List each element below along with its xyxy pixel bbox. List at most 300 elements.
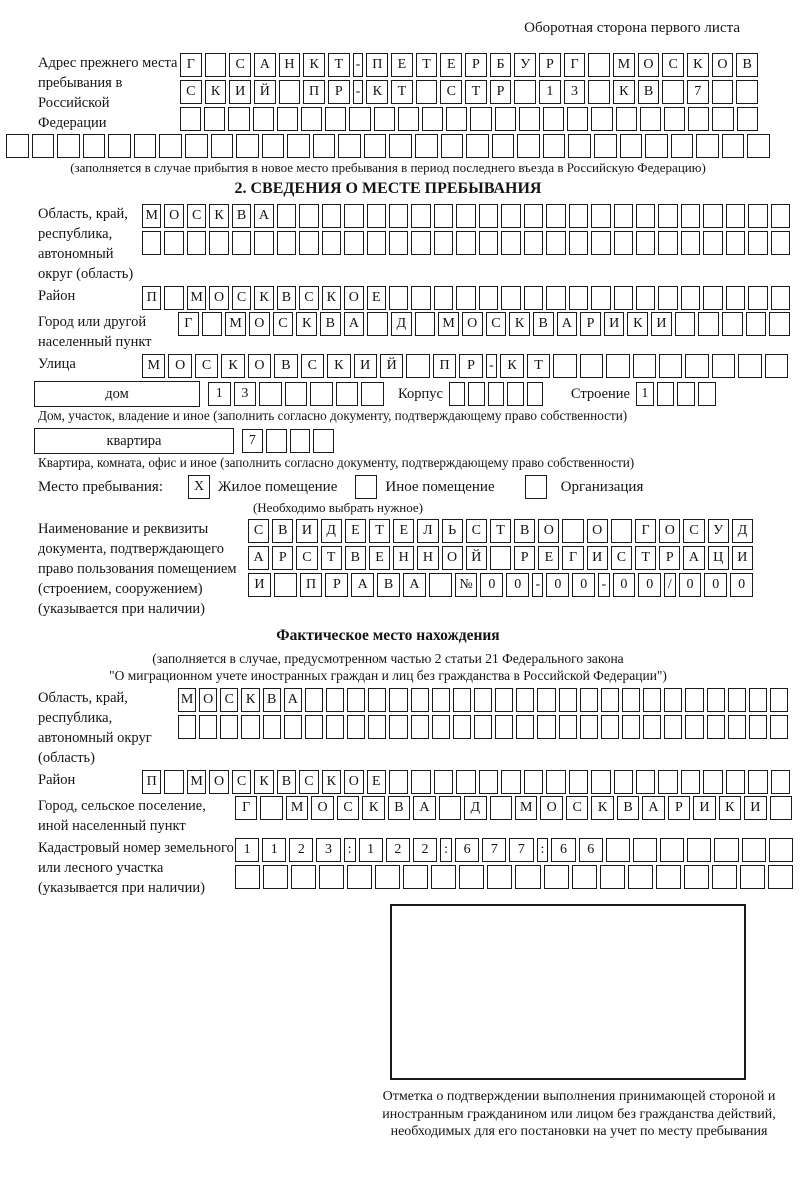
char-cell[interactable] <box>180 107 201 131</box>
char-cell[interactable] <box>367 312 388 336</box>
char-cell[interactable] <box>368 688 386 712</box>
char-cell[interactable]: О <box>164 204 183 228</box>
char-cell[interactable]: П <box>300 573 323 597</box>
char-cell[interactable] <box>470 107 491 131</box>
char-cell[interactable]: Р <box>490 80 512 104</box>
char-cell[interactable] <box>703 770 722 794</box>
char-cell[interactable] <box>559 688 577 712</box>
char-cell[interactable] <box>698 312 719 336</box>
char-cell[interactable]: М <box>187 286 206 310</box>
char-cell[interactable]: М <box>142 204 161 228</box>
char-cell[interactable] <box>726 204 745 228</box>
char-cell[interactable] <box>439 796 461 820</box>
char-cell[interactable] <box>108 134 131 158</box>
char-cell[interactable] <box>299 231 318 255</box>
char-cell[interactable]: О <box>199 688 217 712</box>
char-cell[interactable]: М <box>613 53 635 77</box>
char-cell[interactable] <box>389 286 408 310</box>
char-cell[interactable] <box>580 715 598 739</box>
char-cell[interactable] <box>434 286 453 310</box>
char-cell[interactable]: К <box>205 80 227 104</box>
char-cell[interactable] <box>698 382 716 406</box>
char-cell[interactable]: С <box>229 53 251 77</box>
char-cell[interactable]: Ь <box>442 519 463 543</box>
char-cell[interactable] <box>664 107 685 131</box>
char-cell[interactable] <box>326 715 344 739</box>
char-cell[interactable] <box>703 231 722 255</box>
char-cell[interactable] <box>572 865 597 889</box>
char-cell[interactable]: О <box>209 770 228 794</box>
char-cell[interactable] <box>411 715 429 739</box>
char-cell[interactable] <box>211 134 234 158</box>
char-cell[interactable] <box>389 231 408 255</box>
char-cell[interactable]: К <box>209 204 228 228</box>
char-cell[interactable] <box>389 715 407 739</box>
char-cell[interactable]: С <box>299 770 318 794</box>
char-cell[interactable]: К <box>322 770 341 794</box>
char-cell[interactable] <box>262 134 285 158</box>
char-cell[interactable]: Г <box>564 53 586 77</box>
char-cell[interactable] <box>279 80 301 104</box>
char-cell[interactable]: Д <box>464 796 486 820</box>
char-cell[interactable] <box>517 134 540 158</box>
char-cell[interactable]: У <box>708 519 729 543</box>
char-cell[interactable] <box>664 688 682 712</box>
char-cell[interactable] <box>681 204 700 228</box>
char-cell[interactable]: К <box>500 354 523 378</box>
char-cell[interactable]: Т <box>416 53 438 77</box>
char-cell[interactable] <box>768 865 793 889</box>
char-cell[interactable] <box>588 53 610 77</box>
char-cell[interactable] <box>770 688 788 712</box>
char-cell[interactable]: Р <box>459 354 482 378</box>
char-cell[interactable]: Е <box>440 53 462 77</box>
char-cell[interactable] <box>361 382 384 406</box>
char-cell[interactable]: В <box>377 573 400 597</box>
char-cell[interactable]: 3 <box>564 80 586 104</box>
char-cell[interactable] <box>685 715 703 739</box>
char-cell[interactable]: Е <box>369 546 390 570</box>
char-cell[interactable]: Е <box>538 546 559 570</box>
char-cell[interactable] <box>199 715 217 739</box>
char-cell[interactable]: Н <box>279 53 301 77</box>
char-cell[interactable]: Г <box>178 312 199 336</box>
char-cell[interactable] <box>567 107 588 131</box>
char-cell[interactable]: С <box>180 80 202 104</box>
char-cell[interactable]: В <box>617 796 639 820</box>
char-cell[interactable] <box>622 715 640 739</box>
char-cell[interactable] <box>568 134 591 158</box>
char-cell[interactable]: А <box>683 546 704 570</box>
char-cell[interactable] <box>685 354 708 378</box>
char-cell[interactable]: А <box>351 573 374 597</box>
char-cell[interactable] <box>537 688 555 712</box>
char-cell[interactable] <box>501 204 520 228</box>
char-cell[interactable]: К <box>254 770 273 794</box>
char-cell[interactable]: С <box>611 546 632 570</box>
char-cell[interactable]: О <box>311 796 333 820</box>
char-cell[interactable] <box>434 231 453 255</box>
char-cell[interactable]: О <box>168 354 191 378</box>
char-cell[interactable]: П <box>303 80 325 104</box>
char-cell[interactable]: - <box>486 354 498 378</box>
char-cell[interactable] <box>524 286 543 310</box>
char-cell[interactable]: Т <box>635 546 656 570</box>
char-cell[interactable]: 0 <box>704 573 727 597</box>
char-cell[interactable] <box>514 80 536 104</box>
char-cell[interactable] <box>164 231 183 255</box>
char-cell[interactable] <box>696 134 719 158</box>
char-cell[interactable] <box>712 80 734 104</box>
char-cell[interactable] <box>614 204 633 228</box>
char-cell[interactable]: С <box>683 519 704 543</box>
char-cell[interactable]: Р <box>668 796 690 820</box>
char-cell[interactable] <box>319 865 344 889</box>
char-cell[interactable] <box>591 286 610 310</box>
char-cell[interactable] <box>738 354 761 378</box>
char-cell[interactable]: В <box>232 204 251 228</box>
char-cell[interactable]: - <box>598 573 609 597</box>
char-cell[interactable]: В <box>277 286 296 310</box>
char-cell[interactable] <box>688 107 709 131</box>
char-cell[interactable] <box>769 838 793 862</box>
char-cell[interactable]: И <box>587 546 608 570</box>
char-cell[interactable]: Р <box>659 546 680 570</box>
char-cell[interactable]: И <box>744 796 766 820</box>
char-cell[interactable]: 7 <box>687 80 709 104</box>
char-cell[interactable]: И <box>248 573 271 597</box>
char-cell[interactable]: К <box>254 286 273 310</box>
char-cell[interactable] <box>660 838 684 862</box>
char-cell[interactable] <box>722 312 743 336</box>
char-cell[interactable] <box>205 53 227 77</box>
char-cell[interactable] <box>466 134 489 158</box>
char-cell[interactable]: Т <box>527 354 550 378</box>
char-cell[interactable]: К <box>327 354 350 378</box>
char-cell[interactable]: С <box>296 546 317 570</box>
char-cell[interactable] <box>524 770 543 794</box>
char-cell[interactable] <box>322 204 341 228</box>
char-cell[interactable]: Н <box>417 546 438 570</box>
char-cell[interactable]: О <box>587 519 608 543</box>
char-cell[interactable] <box>453 715 471 739</box>
char-cell[interactable] <box>662 80 684 104</box>
char-cell[interactable]: М <box>225 312 246 336</box>
char-cell[interactable]: Е <box>367 286 386 310</box>
char-cell[interactable] <box>495 715 513 739</box>
char-cell[interactable] <box>611 519 632 543</box>
char-cell[interactable]: Г <box>235 796 257 820</box>
char-cell[interactable]: Т <box>321 546 342 570</box>
char-cell[interactable]: В <box>274 354 297 378</box>
char-cell[interactable]: С <box>187 204 206 228</box>
char-cell[interactable] <box>495 107 516 131</box>
char-cell[interactable]: Н <box>393 546 414 570</box>
char-cell[interactable] <box>459 865 484 889</box>
char-cell[interactable] <box>601 688 619 712</box>
char-cell[interactable]: 6 <box>579 838 603 862</box>
char-cell[interactable] <box>616 107 637 131</box>
char-cell[interactable] <box>178 715 196 739</box>
char-cell[interactable] <box>707 715 725 739</box>
char-cell[interactable]: С <box>299 286 318 310</box>
char-cell[interactable] <box>591 204 610 228</box>
char-cell[interactable] <box>228 107 249 131</box>
char-cell[interactable] <box>449 382 465 406</box>
char-cell[interactable] <box>490 546 511 570</box>
char-cell[interactable] <box>643 715 661 739</box>
char-cell[interactable] <box>636 231 655 255</box>
char-cell[interactable]: С <box>337 796 359 820</box>
char-cell[interactable] <box>658 770 677 794</box>
char-cell[interactable] <box>569 204 588 228</box>
char-cell[interactable] <box>712 107 733 131</box>
char-cell[interactable] <box>740 865 765 889</box>
char-cell[interactable]: И <box>604 312 625 336</box>
char-cell[interactable] <box>468 382 484 406</box>
char-cell[interactable] <box>411 204 430 228</box>
char-cell[interactable] <box>347 865 372 889</box>
char-cell[interactable]: : <box>344 838 356 862</box>
char-cell[interactable] <box>374 107 395 131</box>
char-cell[interactable] <box>656 865 681 889</box>
char-cell[interactable] <box>389 204 408 228</box>
char-cell[interactable] <box>347 688 365 712</box>
char-cell[interactable]: Д <box>391 312 412 336</box>
char-cell[interactable]: В <box>514 519 535 543</box>
char-cell[interactable]: Т <box>369 519 390 543</box>
stay-option-other-checkbox[interactable] <box>355 475 377 499</box>
char-cell[interactable] <box>389 134 412 158</box>
char-cell[interactable]: Р <box>328 80 350 104</box>
char-cell[interactable] <box>263 865 288 889</box>
char-cell[interactable] <box>301 107 322 131</box>
char-cell[interactable] <box>389 688 407 712</box>
char-cell[interactable] <box>771 204 790 228</box>
char-cell[interactable]: В <box>263 688 281 712</box>
char-cell[interactable] <box>456 204 475 228</box>
char-cell[interactable] <box>726 770 745 794</box>
char-cell[interactable] <box>736 80 758 104</box>
char-cell[interactable] <box>453 688 471 712</box>
char-cell[interactable] <box>490 796 512 820</box>
char-cell[interactable] <box>83 134 106 158</box>
char-cell[interactable]: К <box>221 354 244 378</box>
char-cell[interactable]: О <box>209 286 228 310</box>
char-cell[interactable] <box>411 286 430 310</box>
char-cell[interactable]: 0 <box>638 573 661 597</box>
char-cell[interactable]: В <box>388 796 410 820</box>
char-cell[interactable] <box>164 286 183 310</box>
char-cell[interactable] <box>675 312 696 336</box>
char-cell[interactable] <box>375 865 400 889</box>
char-cell[interactable]: 6 <box>551 838 575 862</box>
char-cell[interactable]: К <box>719 796 741 820</box>
char-cell[interactable] <box>501 770 520 794</box>
char-cell[interactable] <box>726 286 745 310</box>
char-cell[interactable]: 7 <box>482 838 506 862</box>
char-cell[interactable]: Р <box>465 53 487 77</box>
char-cell[interactable] <box>429 573 452 597</box>
char-cell[interactable]: Д <box>732 519 753 543</box>
char-cell[interactable] <box>398 107 419 131</box>
char-cell[interactable]: К <box>613 80 635 104</box>
char-cell[interactable]: Ц <box>708 546 729 570</box>
char-cell[interactable] <box>259 382 282 406</box>
char-cell[interactable] <box>232 231 251 255</box>
char-cell[interactable] <box>164 770 183 794</box>
char-cell[interactable] <box>277 204 296 228</box>
char-cell[interactable] <box>416 80 438 104</box>
char-cell[interactable]: 1 <box>636 382 654 406</box>
char-cell[interactable] <box>537 715 555 739</box>
char-cell[interactable] <box>681 770 700 794</box>
char-cell[interactable] <box>771 770 790 794</box>
char-cell[interactable]: Т <box>465 80 487 104</box>
char-cell[interactable]: У <box>514 53 536 77</box>
stay-option-residential-checkbox[interactable]: X <box>188 475 210 499</box>
char-cell[interactable]: В <box>272 519 293 543</box>
char-cell[interactable] <box>543 107 564 131</box>
char-cell[interactable] <box>748 286 767 310</box>
char-cell[interactable]: 2 <box>413 838 437 862</box>
char-cell[interactable]: П <box>433 354 456 378</box>
char-cell[interactable] <box>501 231 520 255</box>
char-cell[interactable] <box>687 838 711 862</box>
char-cell[interactable]: В <box>277 770 296 794</box>
char-cell[interactable] <box>142 231 161 255</box>
char-cell[interactable] <box>771 231 790 255</box>
char-cell[interactable] <box>606 354 629 378</box>
char-cell[interactable] <box>431 865 456 889</box>
char-cell[interactable] <box>712 354 735 378</box>
char-cell[interactable]: - <box>353 53 364 77</box>
char-cell[interactable]: К <box>241 688 259 712</box>
char-cell[interactable] <box>726 231 745 255</box>
char-cell[interactable] <box>765 354 788 378</box>
char-cell[interactable]: О <box>462 312 483 336</box>
char-cell[interactable] <box>591 231 610 255</box>
char-cell[interactable] <box>277 231 296 255</box>
char-cell[interactable]: Й <box>466 546 487 570</box>
char-cell[interactable] <box>220 715 238 739</box>
char-cell[interactable] <box>456 770 475 794</box>
char-cell[interactable]: / <box>664 573 675 597</box>
char-cell[interactable]: С <box>248 519 269 543</box>
char-cell[interactable] <box>580 354 603 378</box>
char-cell[interactable] <box>364 134 387 158</box>
char-cell[interactable] <box>600 865 625 889</box>
char-cell[interactable] <box>614 770 633 794</box>
char-cell[interactable] <box>474 715 492 739</box>
char-cell[interactable] <box>636 770 655 794</box>
char-cell[interactable] <box>411 770 430 794</box>
char-cell[interactable] <box>313 134 336 158</box>
char-cell[interactable]: С <box>486 312 507 336</box>
char-cell[interactable]: 0 <box>613 573 636 597</box>
char-cell[interactable]: С <box>440 80 462 104</box>
char-cell[interactable]: И <box>732 546 753 570</box>
char-cell[interactable] <box>422 107 443 131</box>
char-cell[interactable] <box>516 688 534 712</box>
char-cell[interactable]: 0 <box>506 573 529 597</box>
char-cell[interactable]: М <box>515 796 537 820</box>
char-cell[interactable]: К <box>366 80 388 104</box>
char-cell[interactable] <box>368 715 386 739</box>
char-cell[interactable] <box>614 231 633 255</box>
char-cell[interactable]: 1 <box>262 838 286 862</box>
char-cell[interactable] <box>658 204 677 228</box>
char-cell[interactable] <box>415 134 438 158</box>
char-cell[interactable]: О <box>442 546 463 570</box>
char-cell[interactable] <box>769 312 790 336</box>
char-cell[interactable]: А <box>403 573 426 597</box>
char-cell[interactable]: : <box>537 838 549 862</box>
char-cell[interactable]: С <box>232 286 251 310</box>
char-cell[interactable] <box>601 715 619 739</box>
char-cell[interactable]: 3 <box>234 382 257 406</box>
char-cell[interactable]: О <box>344 770 363 794</box>
char-cell[interactable]: С <box>232 770 251 794</box>
char-cell[interactable] <box>411 688 429 712</box>
char-cell[interactable] <box>260 796 282 820</box>
char-cell[interactable]: О <box>659 519 680 543</box>
char-cell[interactable]: О <box>540 796 562 820</box>
char-cell[interactable] <box>671 134 694 158</box>
char-cell[interactable] <box>546 286 565 310</box>
char-cell[interactable] <box>305 715 323 739</box>
char-cell[interactable] <box>677 382 695 406</box>
char-cell[interactable]: Р <box>325 573 348 597</box>
char-cell[interactable] <box>488 382 504 406</box>
char-cell[interactable] <box>524 231 543 255</box>
char-cell[interactable]: С <box>566 796 588 820</box>
char-cell[interactable] <box>591 770 610 794</box>
char-cell[interactable] <box>749 715 767 739</box>
char-cell[interactable]: - <box>532 573 543 597</box>
char-cell[interactable]: Л <box>417 519 438 543</box>
char-cell[interactable]: Д <box>321 519 342 543</box>
char-cell[interactable] <box>209 231 228 255</box>
char-cell[interactable]: К <box>322 286 341 310</box>
char-cell[interactable] <box>187 231 206 255</box>
char-cell[interactable] <box>253 107 274 131</box>
char-cell[interactable] <box>241 715 259 739</box>
char-cell[interactable]: Е <box>367 770 386 794</box>
char-cell[interactable] <box>594 134 617 158</box>
char-cell[interactable] <box>284 715 302 739</box>
char-cell[interactable] <box>32 134 55 158</box>
char-cell[interactable]: В <box>638 80 660 104</box>
char-cell[interactable] <box>748 231 767 255</box>
char-cell[interactable] <box>325 107 346 131</box>
char-cell[interactable] <box>658 286 677 310</box>
char-cell[interactable] <box>664 715 682 739</box>
char-cell[interactable] <box>633 354 656 378</box>
char-cell[interactable] <box>620 134 643 158</box>
char-cell[interactable]: 1 <box>235 838 259 862</box>
char-cell[interactable]: О <box>538 519 559 543</box>
char-cell[interactable]: Р <box>514 546 535 570</box>
char-cell[interactable]: 2 <box>289 838 313 862</box>
char-cell[interactable] <box>446 107 467 131</box>
char-cell[interactable] <box>703 204 722 228</box>
char-cell[interactable]: Г <box>180 53 202 77</box>
char-cell[interactable] <box>299 204 318 228</box>
char-cell[interactable] <box>707 688 725 712</box>
char-cell[interactable] <box>406 354 429 378</box>
char-cell[interactable]: 0 <box>679 573 702 597</box>
